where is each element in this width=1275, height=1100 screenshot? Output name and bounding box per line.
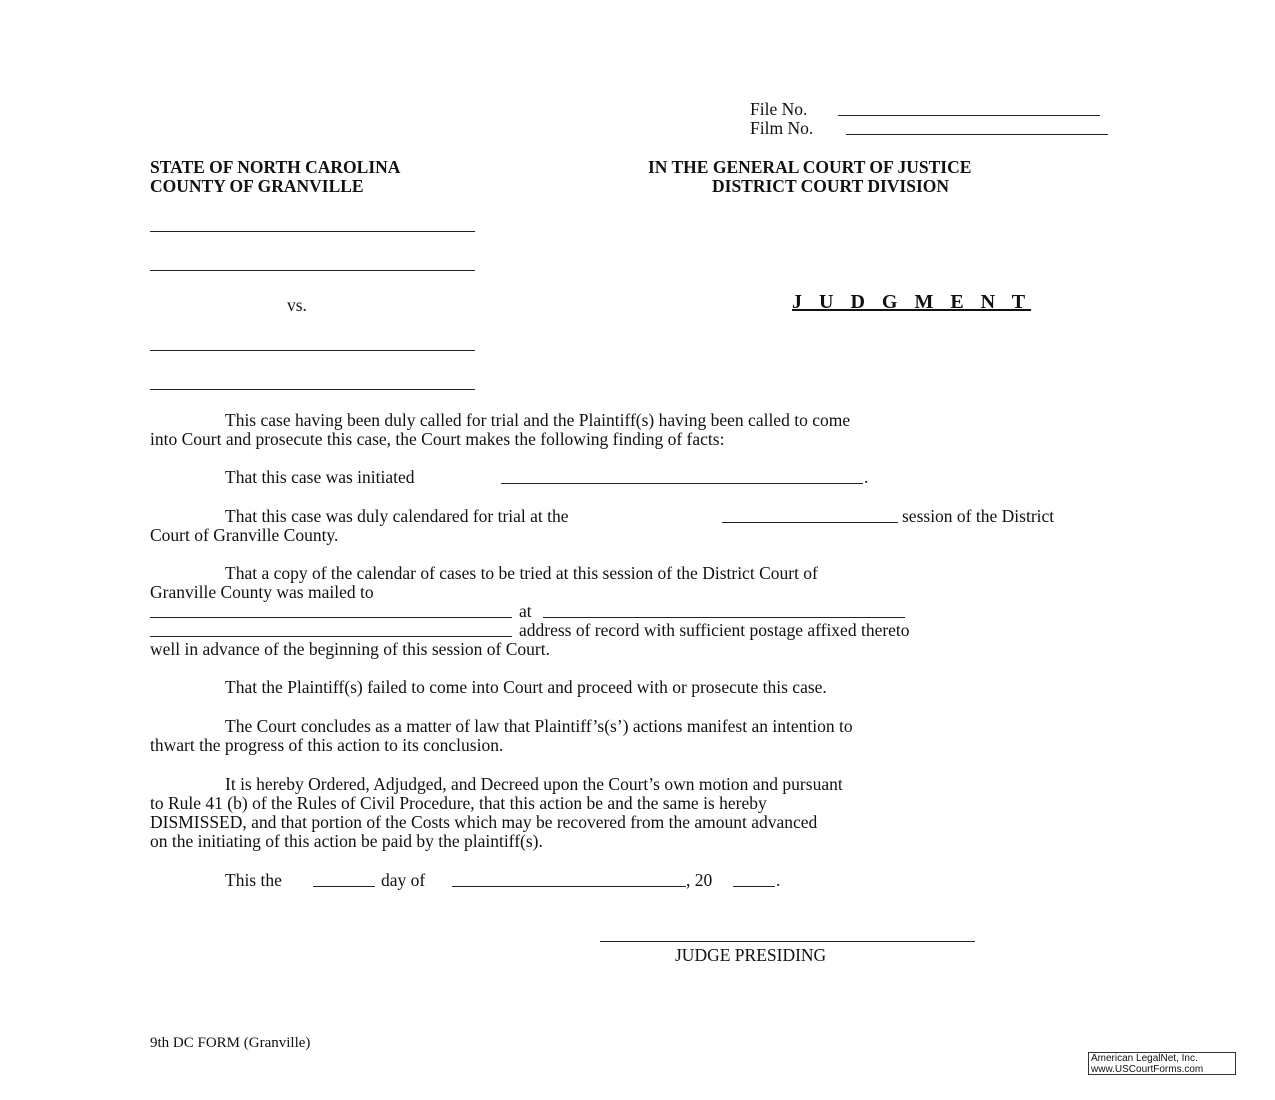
file-number-label: File No.: [750, 99, 808, 119]
paragraph-1-line-1: This case having been duly called for trial and the Plaintiff(s) having been called to come: [225, 410, 851, 430]
court-heading: IN THE GENERAL COURT OF JUSTICE: [648, 157, 972, 177]
paragraph-2-text: That this case was initiated: [225, 467, 415, 487]
judgment-title: J U D G M E N T: [792, 291, 1032, 313]
judge-presiding-label: JUDGE PRESIDING: [675, 945, 827, 965]
publisher-url: www.USCourtForms.com: [1091, 1064, 1204, 1075]
paragraph-6-line-2: thwart the progress of this action to its conclusion.: [150, 735, 504, 755]
plaintiff-name-line-1[interactable]: [150, 231, 475, 232]
mailed-to-field[interactable]: [150, 617, 512, 618]
paragraph-7-line-1: It is hereby Ordered, Adjudged, and Decreed upon the Court’s own motion and pursuant: [225, 774, 843, 794]
month-field[interactable]: [452, 886, 686, 887]
defendant-name-line-1[interactable]: [150, 350, 475, 351]
paragraph-6-line-1: The Court concludes as a matter of law that Plaintiff’s(s’) actions manifest an intention to: [225, 716, 853, 736]
paragraph-5: That the Plaintiff(s) failed to come into Court and proceed with or prosecute this case.: [225, 677, 827, 697]
paragraph-4-address-text: address of record with sufficient postage affixed thereto: [519, 620, 910, 640]
paragraph-7-line-4: on the initiating of this action be paid by the plaintiff(s).: [150, 831, 543, 851]
paragraph-4-line-1: That a copy of the calendar of cases to be tried at this session of the District Court of: [225, 563, 818, 583]
paragraph-4-at: at: [519, 601, 532, 621]
state-heading: STATE OF NORTH CAROLINA: [150, 157, 401, 177]
county-heading: COUNTY OF GRANVILLE: [150, 176, 364, 196]
plaintiff-name-line-2[interactable]: [150, 270, 475, 271]
date-period: .: [776, 870, 781, 890]
paragraph-4-line-5: well in advance of the beginning of this session of Court.: [150, 639, 550, 659]
form-identifier: 9th DC FORM (Granville): [150, 1035, 311, 1051]
paragraph-2-period: .: [864, 467, 869, 487]
judge-signature-line[interactable]: [600, 941, 975, 942]
film-number-label: Film No.: [750, 118, 814, 138]
defendant-name-line-2[interactable]: [150, 389, 475, 390]
initiated-date-field[interactable]: [501, 483, 863, 484]
year-field[interactable]: [733, 886, 775, 887]
publisher-name: American LegalNet, Inc.: [1091, 1053, 1198, 1064]
paragraph-3-text-end: session of the District: [902, 506, 1055, 526]
paragraph-4-line-2: Granville County was mailed to: [150, 582, 374, 602]
file-number-field[interactable]: [838, 115, 1100, 116]
session-date-field[interactable]: [722, 522, 898, 523]
mailing-address-field-2[interactable]: [150, 636, 512, 637]
paragraph-7-line-2: to Rule 41 (b) of the Rules of Civil Procedure, that this action be and the same is hereby: [150, 793, 767, 813]
versus-label: vs.: [287, 295, 307, 315]
date-day-of: day of: [381, 870, 426, 890]
paragraph-3-line-2: Court of Granville County.: [150, 525, 339, 545]
paragraph-3-text: That this case was duly calendared for trial at the: [225, 506, 569, 526]
division-heading: DISTRICT COURT DIVISION: [712, 176, 950, 196]
publisher-badge: [1088, 1052, 1236, 1075]
day-field[interactable]: [313, 886, 375, 887]
paragraph-1-line-2: into Court and prosecute this case, the Court makes the following finding of facts:: [150, 429, 725, 449]
date-year-prefix: , 20: [686, 870, 713, 890]
paragraph-7-line-3: DISMISSED, and that portion of the Costs which may be recovered from the amount advanced: [150, 812, 818, 832]
mailing-address-field[interactable]: [543, 617, 905, 618]
date-this-the: This the: [225, 870, 282, 890]
film-number-field[interactable]: [846, 134, 1108, 135]
